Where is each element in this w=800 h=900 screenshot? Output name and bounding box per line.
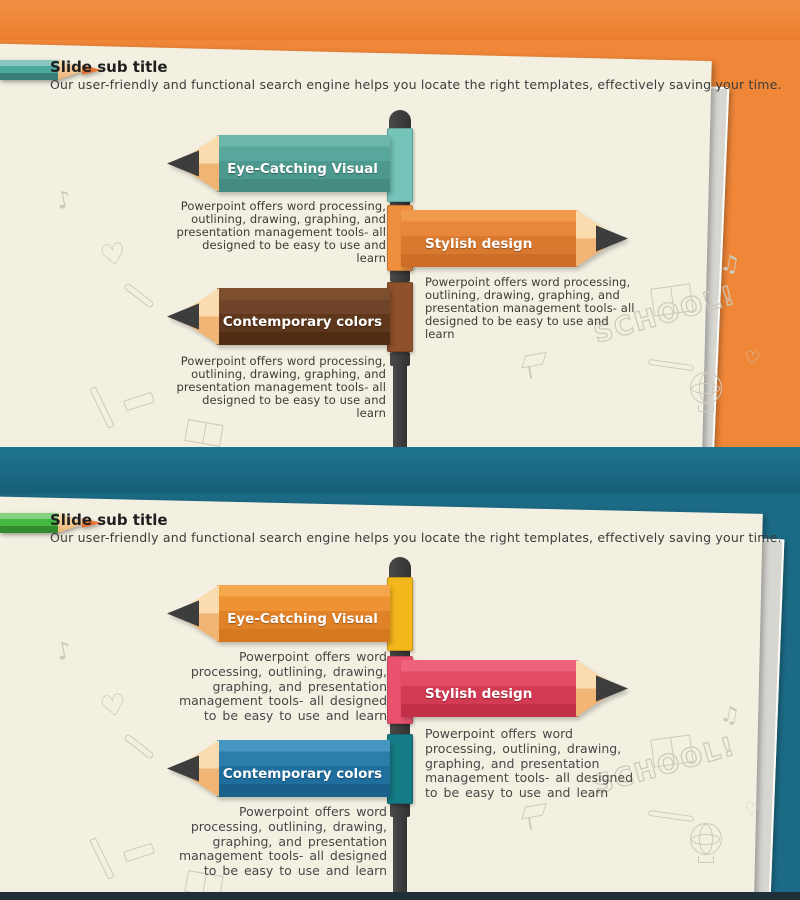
doodle-music-note-icon: ♫ bbox=[717, 250, 742, 279]
pencil-banner-stylish-design bbox=[401, 660, 628, 717]
doodle-globe-icon bbox=[690, 823, 722, 863]
footer-bar bbox=[0, 892, 800, 900]
pencil-label: Eye-Catching Visual bbox=[227, 610, 378, 627]
doodle-eraser-icon bbox=[123, 392, 155, 412]
doodle-graduation-cap-icon bbox=[522, 803, 548, 830]
pencil-banner-eye-catching bbox=[167, 135, 390, 192]
doodle-heart-icon: ♡ bbox=[97, 686, 130, 727]
slide-bottom bbox=[0, 447, 800, 900]
doodle-eraser-icon bbox=[123, 843, 155, 863]
doodle-music-note-icon: ♪ bbox=[53, 635, 75, 667]
doodle-pen-icon bbox=[648, 810, 694, 822]
pencil-tip-icon bbox=[167, 740, 199, 797]
signpost-joint bbox=[390, 352, 410, 366]
doodle-book-icon bbox=[184, 419, 223, 447]
pencil-tip-icon bbox=[596, 210, 628, 267]
connector-block-3 bbox=[387, 734, 413, 804]
doodle-music-note-icon: ♪ bbox=[53, 184, 75, 216]
doodle-pencil-icon bbox=[89, 837, 115, 880]
doodle-pencil-icon bbox=[89, 386, 115, 429]
item-body-text: Powerpoint offers word processing, outlining, drawing, graphing, and presentation management tools- all designed to be easy to use and learn bbox=[178, 649, 387, 723]
pencil-banner-contemporary-colors bbox=[167, 288, 390, 345]
item-body-text: Powerpoint offers word processing, outlining, drawing, graphing, and presentation management tools- all designed to be easy to use and learn bbox=[176, 354, 386, 420]
pencil-label: Eye-Catching Visual bbox=[227, 160, 378, 177]
signpost-joint bbox=[390, 803, 410, 817]
pencil-label: Stylish design bbox=[425, 235, 533, 252]
signpost-joint bbox=[390, 270, 410, 282]
connector-block-3 bbox=[387, 282, 413, 352]
pencil-label: Stylish design bbox=[425, 685, 533, 702]
pencil-tip-icon bbox=[167, 585, 199, 642]
doodle-heart-icon: ♡ bbox=[742, 346, 762, 371]
item-body-text: Powerpoint offers word processing, outlining, drawing, graphing, and presentation management tools- all designed to be easy to use and learn bbox=[425, 726, 634, 800]
doodle-heart-icon: ♡ bbox=[742, 797, 762, 822]
pencil-tip-icon bbox=[167, 135, 199, 192]
doodle-school-text: SCHOOL! bbox=[590, 731, 740, 801]
subtitle-text: Our user-friendly and functional search engine helps you locate the right templates, effectively saving your time. bbox=[50, 530, 782, 545]
pencil-banner-contemporary-colors bbox=[167, 740, 390, 797]
pencil-label: Contemporary colors bbox=[222, 313, 383, 330]
connector-block-1 bbox=[387, 128, 413, 202]
item-body-text: Powerpoint offers word processing, outlining, drawing, graphing, and presentation management tools- all designed to be easy to use and learn bbox=[425, 275, 635, 341]
slide-top bbox=[0, 0, 800, 447]
doodle-graduation-cap-icon bbox=[522, 352, 548, 379]
doodle-heart-icon: ♡ bbox=[97, 235, 130, 276]
subtitle-heading: Slide sub title bbox=[50, 58, 168, 76]
doodle-pen-icon bbox=[648, 359, 694, 371]
pencil-tip-icon bbox=[167, 288, 199, 345]
doodle-chalk-icon bbox=[123, 282, 154, 308]
subtitle-heading: Slide sub title bbox=[50, 511, 168, 529]
doodle-school-text: SCHOOL! bbox=[590, 280, 740, 350]
doodle-chalk-icon bbox=[123, 733, 154, 759]
subtitle-text: Our user-friendly and functional search engine helps you locate the right templates, effectively saving your time. bbox=[50, 77, 782, 92]
item-body-text: Powerpoint offers word processing, outlining, drawing, graphing, and presentation management tools- all designed to be easy to use and learn bbox=[178, 804, 387, 878]
doodle-music-note-icon: ♫ bbox=[717, 701, 742, 730]
pencil-banner-stylish-design bbox=[401, 210, 628, 267]
item-body-text: Powerpoint offers word processing, outlining, drawing, graphing, and presentation management tools- all designed to be easy to use and learn bbox=[176, 199, 386, 265]
doodle-globe-icon bbox=[690, 372, 722, 412]
connector-block-1 bbox=[387, 577, 413, 651]
pencil-tip-icon bbox=[596, 660, 628, 717]
pencil-label: Contemporary colors bbox=[222, 765, 383, 782]
pencil-banner-eye-catching bbox=[167, 585, 390, 642]
